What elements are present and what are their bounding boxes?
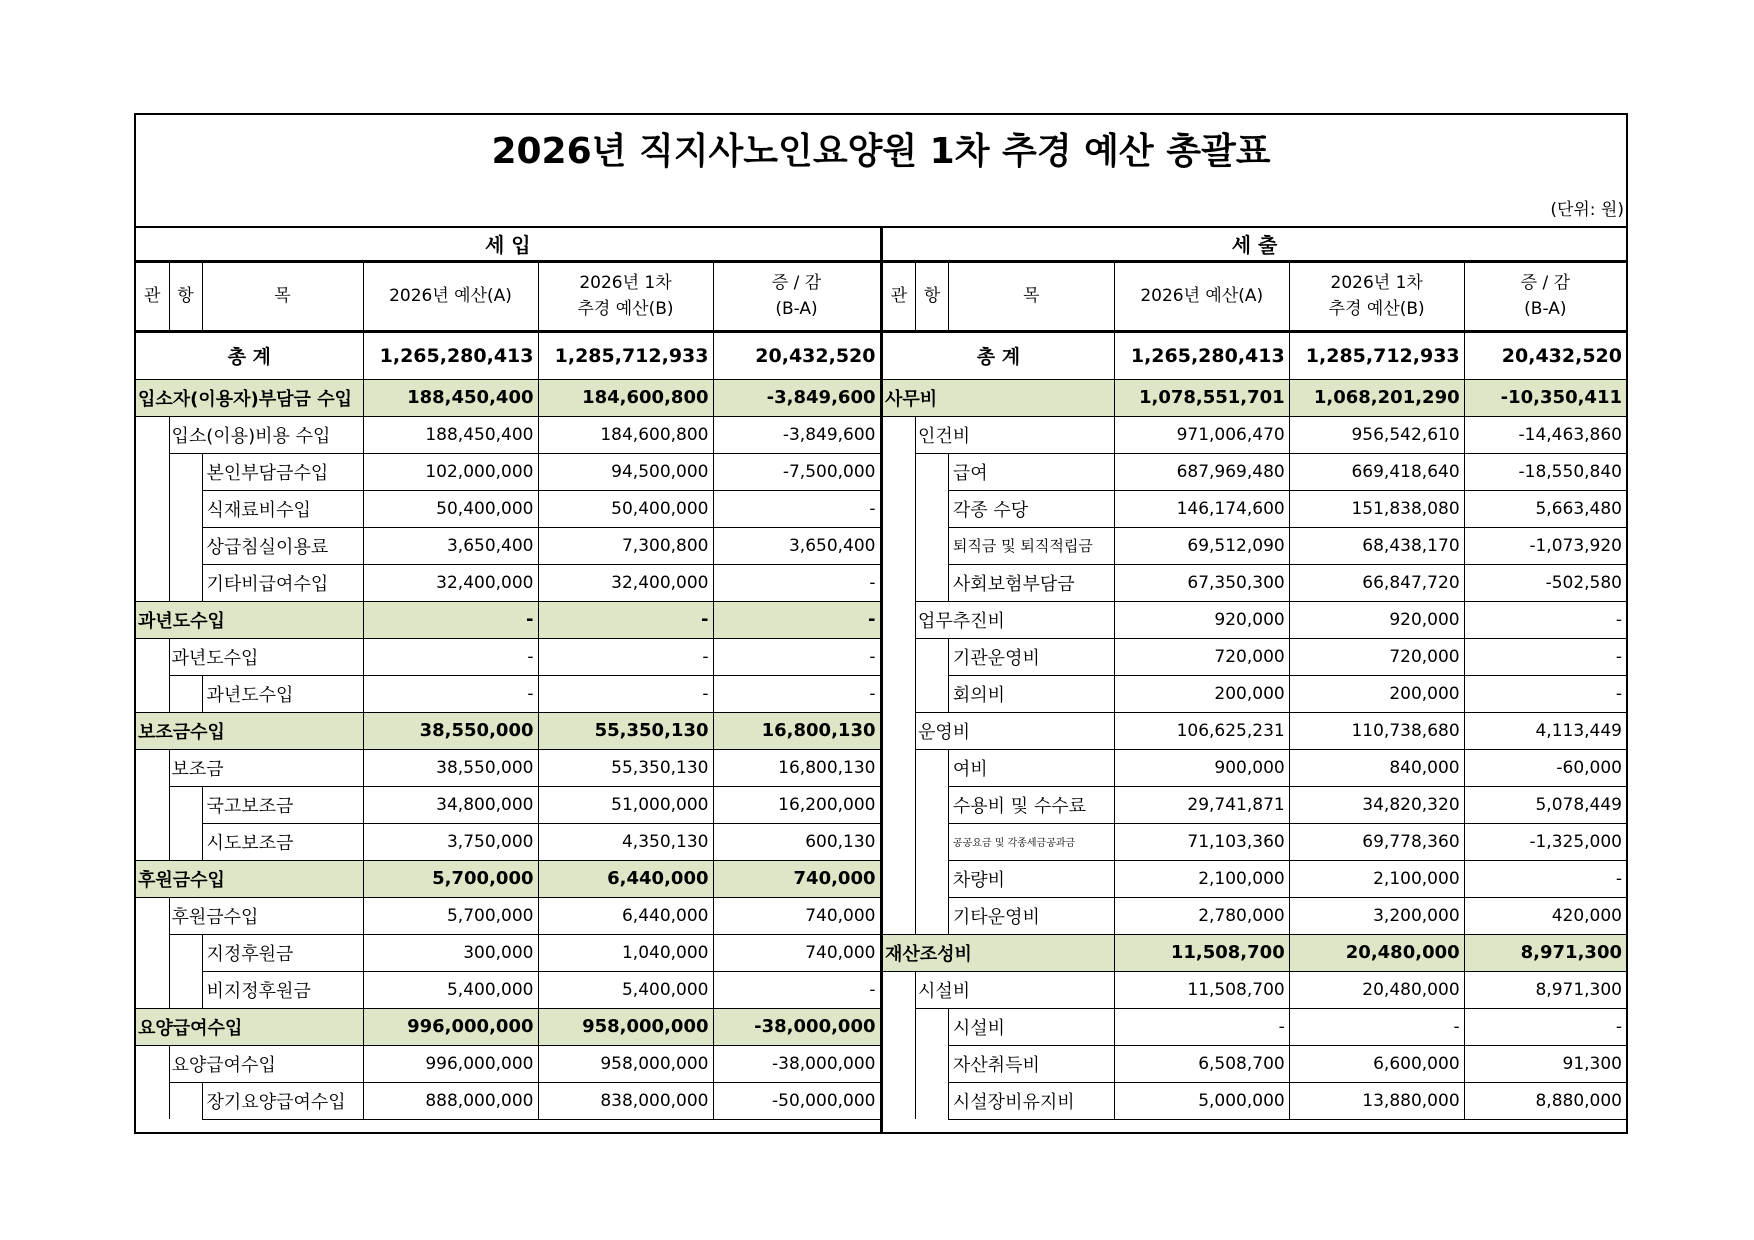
income-subcategory-row	[136, 897, 880, 934]
income-value-a: 5,700,000	[363, 860, 538, 897]
income-item-row	[136, 564, 880, 601]
expense-value-diff: -	[1464, 1008, 1626, 1045]
income-value-b: 94,500,000	[538, 453, 713, 490]
income-subcategory-row	[136, 416, 880, 453]
expense-indent-cell	[883, 971, 916, 1008]
expense-indent-cell	[883, 601, 916, 638]
income-indent-cell	[169, 971, 202, 1008]
expense-item-label: 기타운영비	[948, 897, 1114, 934]
expense-value-b: 110,738,680	[1289, 712, 1464, 749]
income-value-a: 5,400,000	[363, 971, 538, 1008]
income-value-a: -	[363, 601, 538, 638]
expense-indent-cell	[883, 638, 916, 675]
header-diff-line2: (B-A)	[775, 299, 818, 319]
expense-value-diff: 8,880,000	[1464, 1082, 1626, 1119]
header-budget-b	[1289, 261, 1464, 331]
income-value-diff: -	[713, 490, 880, 527]
income-value-diff: -	[713, 564, 880, 601]
income-indent-cell	[136, 564, 169, 601]
income-category-row	[136, 601, 880, 638]
income-value-diff: -38,000,000	[713, 1045, 880, 1082]
expense-indent-cell	[915, 749, 948, 786]
income-indent-cell	[136, 638, 169, 675]
income-indent-cell	[169, 490, 202, 527]
income-item-label: 과년도수입	[202, 675, 363, 712]
header-hang: 항	[169, 261, 202, 331]
income-value-b: 7,300,800	[538, 527, 713, 564]
income-value-a: 38,550,000	[363, 749, 538, 786]
expense-value-a: 6,508,700	[1114, 1045, 1289, 1082]
income-indent-cell	[136, 934, 169, 971]
expense-indent-cell	[883, 675, 916, 712]
header-diff-line1: 증 / 감	[1520, 273, 1571, 293]
income-value-a: 3,750,000	[363, 823, 538, 860]
expense-item-label: 공공요금 및 각종세금공과금	[948, 823, 1114, 860]
expense-item-row	[883, 490, 1627, 527]
expense-value-a: 11,508,700	[1114, 971, 1289, 1008]
expense-item-row	[883, 897, 1627, 934]
expense-subcategory-row	[883, 601, 1627, 638]
expense-indent-cell	[915, 1008, 948, 1045]
income-category-label: 과년도수입	[136, 601, 363, 638]
expense-item-row	[883, 823, 1627, 860]
expense-value-a: 200,000	[1114, 675, 1289, 712]
expense-category-label: 재산조성비	[883, 934, 1115, 971]
expense-value-a: 67,350,300	[1114, 564, 1289, 601]
income-value-b: 838,000,000	[538, 1082, 713, 1119]
expense-subcategory-label: 인건비	[915, 416, 1114, 453]
income-category-label: 요양급여수입	[136, 1008, 363, 1045]
header-budget-b-line2: 추경 예산(B)	[1328, 299, 1425, 319]
expense-total-row	[883, 331, 1627, 379]
expense-value-diff: -	[1464, 675, 1626, 712]
expense-item-row	[883, 1008, 1627, 1045]
income-total-a: 1,265,280,413	[363, 331, 538, 379]
expense-item-label: 급여	[948, 453, 1114, 490]
income-category-row	[136, 712, 880, 749]
expense-value-a: 2,100,000	[1114, 860, 1289, 897]
income-subcategory-label: 요양급여수입	[169, 1045, 363, 1082]
income-item-row	[136, 453, 880, 490]
expense-item-label: 회의비	[948, 675, 1114, 712]
expense-indent-cell	[915, 823, 948, 860]
expense-value-b: 20,480,000	[1289, 971, 1464, 1008]
income-item-label: 식재료비수입	[202, 490, 363, 527]
income-total-label: 총 계	[136, 331, 363, 379]
income-value-b: 1,040,000	[538, 934, 713, 971]
income-value-b: 958,000,000	[538, 1008, 713, 1045]
expense-subcategory-row	[883, 416, 1627, 453]
income-item-label: 비지정후원금	[202, 971, 363, 1008]
expense-item-row	[883, 1045, 1627, 1082]
income-indent-cell	[136, 971, 169, 1008]
expense-indent-cell	[915, 527, 948, 564]
expense-value-b: 200,000	[1289, 675, 1464, 712]
income-value-a: 5,700,000	[363, 897, 538, 934]
header-budget-b	[538, 261, 713, 331]
expense-indent-cell	[883, 527, 916, 564]
income-value-a: 996,000,000	[363, 1008, 538, 1045]
header-budget-b-line1: 2026년 1차	[1330, 273, 1423, 293]
expense-indent-cell	[883, 1045, 916, 1082]
income-value-diff: -	[713, 638, 880, 675]
income-indent-cell	[169, 564, 202, 601]
income-value-b: 50,400,000	[538, 490, 713, 527]
expense-value-diff: -	[1464, 860, 1626, 897]
expense-indent-cell	[915, 675, 948, 712]
expense-indent-cell	[915, 490, 948, 527]
expense-value-a: 900,000	[1114, 749, 1289, 786]
header-gwan: 관	[883, 261, 916, 331]
expense-value-diff: 420,000	[1464, 897, 1626, 934]
expense-value-b: 69,778,360	[1289, 823, 1464, 860]
income-indent-cell	[169, 453, 202, 490]
expense-item-label: 기관운영비	[948, 638, 1114, 675]
expense-value-b: 3,200,000	[1289, 897, 1464, 934]
income-value-a: 38,550,000	[363, 712, 538, 749]
income-value-a: 300,000	[363, 934, 538, 971]
income-value-diff: 16,200,000	[713, 786, 880, 823]
income-category-row	[136, 860, 880, 897]
expense-value-diff: -1,325,000	[1464, 823, 1626, 860]
expense-value-a: -	[1114, 1008, 1289, 1045]
expense-indent-cell	[883, 453, 916, 490]
expense-value-a: 920,000	[1114, 601, 1289, 638]
income-value-b: 958,000,000	[538, 1045, 713, 1082]
income-value-b: 55,350,130	[538, 749, 713, 786]
income-item-row	[136, 527, 880, 564]
expense-item-row	[883, 564, 1627, 601]
expense-total-label: 총 계	[883, 331, 1115, 379]
expense-subcategory-label: 업무추진비	[915, 601, 1114, 638]
income-item-label: 지정후원금	[202, 934, 363, 971]
expense-item-row	[883, 860, 1627, 897]
income-value-a: -	[363, 675, 538, 712]
income-total-row	[136, 331, 880, 379]
expense-item-label: 차량비	[948, 860, 1114, 897]
income-value-b: -	[538, 638, 713, 675]
expense-indent-cell	[883, 490, 916, 527]
expense-value-a: 687,969,480	[1114, 453, 1289, 490]
expense-value-diff: -	[1464, 638, 1626, 675]
expense-indent-cell	[883, 897, 916, 934]
income-value-diff: 740,000	[713, 897, 880, 934]
income-value-b: -	[538, 675, 713, 712]
income-item-label: 본인부담금수입	[202, 453, 363, 490]
expense-value-b: 13,880,000	[1289, 1082, 1464, 1119]
expense-item-row	[883, 1082, 1627, 1119]
expense-total-b: 1,285,712,933	[1289, 331, 1464, 379]
income-item-label: 상급침실이용료	[202, 527, 363, 564]
income-value-b: 6,440,000	[538, 897, 713, 934]
income-value-a: 3,650,400	[363, 527, 538, 564]
income-category-label: 후원금수입	[136, 860, 363, 897]
header-diff-line2: (B-A)	[1524, 299, 1567, 319]
expense-indent-cell	[883, 564, 916, 601]
income-table	[136, 227, 881, 1120]
income-indent-cell	[169, 1082, 202, 1119]
expense-value-b: 920,000	[1289, 601, 1464, 638]
income-section-title: 세 입	[136, 227, 880, 261]
income-value-diff: -	[713, 601, 880, 638]
income-value-a: 188,450,400	[363, 379, 538, 416]
income-item-label: 기타비급여수입	[202, 564, 363, 601]
expense-value-diff: -10,350,411	[1464, 379, 1626, 416]
income-value-a: 188,450,400	[363, 416, 538, 453]
header-diff	[713, 261, 880, 331]
income-value-diff: -	[713, 971, 880, 1008]
expense-value-b: 6,600,000	[1289, 1045, 1464, 1082]
header-mok: 목	[202, 261, 363, 331]
income-indent-cell	[136, 1082, 169, 1119]
expense-category-label: 사무비	[883, 379, 1115, 416]
income-value-diff: 16,800,130	[713, 749, 880, 786]
expense-value-a: 971,006,470	[1114, 416, 1289, 453]
income-item-row	[136, 971, 880, 1008]
income-subcategory-label: 후원금수입	[169, 897, 363, 934]
expense-value-a: 11,508,700	[1114, 934, 1289, 971]
expense-item-row	[883, 453, 1627, 490]
header-budget-a: 2026년 예산(A)	[1114, 261, 1289, 331]
income-value-diff: 3,650,400	[713, 527, 880, 564]
expense-item-label: 여비	[948, 749, 1114, 786]
expense-value-b: 1,068,201,290	[1289, 379, 1464, 416]
expense-value-diff: -60,000	[1464, 749, 1626, 786]
expense-item-row	[883, 527, 1627, 564]
expense-value-diff: 8,971,300	[1464, 971, 1626, 1008]
income-subcategory-label: 보조금	[169, 749, 363, 786]
expense-indent-cell	[883, 1008, 916, 1045]
income-value-b: 4,350,130	[538, 823, 713, 860]
income-indent-cell	[136, 416, 169, 453]
income-indent-cell	[136, 897, 169, 934]
income-value-b: -	[538, 601, 713, 638]
expense-value-b: 151,838,080	[1289, 490, 1464, 527]
income-indent-cell	[136, 675, 169, 712]
income-value-a: 996,000,000	[363, 1045, 538, 1082]
expense-subcategory-label: 시설비	[915, 971, 1114, 1008]
expense-value-diff: -1,073,920	[1464, 527, 1626, 564]
header-budget-a: 2026년 예산(A)	[363, 261, 538, 331]
expense-value-a: 2,780,000	[1114, 897, 1289, 934]
expense-indent-cell	[915, 897, 948, 934]
expense-indent-cell	[883, 712, 916, 749]
income-value-diff: 600,130	[713, 823, 880, 860]
expense-item-row	[883, 675, 1627, 712]
expense-indent-cell	[883, 749, 916, 786]
income-value-diff: 740,000	[713, 860, 880, 897]
income-indent-cell	[136, 749, 169, 786]
income-value-a: 32,400,000	[363, 564, 538, 601]
expense-indent-cell	[883, 786, 916, 823]
expense-item-row	[883, 749, 1627, 786]
expense-value-diff: 5,078,449	[1464, 786, 1626, 823]
expense-subcategory-row	[883, 971, 1627, 1008]
expense-indent-cell	[883, 416, 916, 453]
income-subcategory-row	[136, 1045, 880, 1082]
income-value-diff: -	[713, 675, 880, 712]
header-budget-b-line1: 2026년 1차	[579, 273, 672, 293]
income-subcategory-label: 과년도수입	[169, 638, 363, 675]
budget-summary-sheet	[134, 113, 1628, 1134]
expense-total-d: 20,432,520	[1464, 331, 1626, 379]
income-value-b: 5,400,000	[538, 971, 713, 1008]
header-diff	[1464, 261, 1626, 331]
expense-value-b: 34,820,320	[1289, 786, 1464, 823]
income-indent-cell	[169, 675, 202, 712]
expense-value-diff: -18,550,840	[1464, 453, 1626, 490]
income-item-label: 장기요양급여수입	[202, 1082, 363, 1119]
income-indent-cell	[169, 527, 202, 564]
income-value-diff: -38,000,000	[713, 1008, 880, 1045]
expense-item-row	[883, 638, 1627, 675]
income-indent-cell	[136, 453, 169, 490]
income-indent-cell	[136, 823, 169, 860]
income-item-row	[136, 934, 880, 971]
income-category-row	[136, 379, 880, 416]
income-indent-cell	[136, 527, 169, 564]
income-subcategory-label: 입소(이용)비용 수입	[169, 416, 363, 453]
expense-value-b: 956,542,610	[1289, 416, 1464, 453]
income-item-row	[136, 490, 880, 527]
expense-item-row	[883, 786, 1627, 823]
header-diff-line1: 증 / 감	[771, 273, 822, 293]
income-total-d: 20,432,520	[713, 331, 880, 379]
expense-value-b: 669,418,640	[1289, 453, 1464, 490]
expense-indent-cell	[915, 1082, 948, 1119]
expense-item-label: 퇴직금 및 퇴직적립금	[948, 527, 1114, 564]
expense-item-label: 사회보험부담금	[948, 564, 1114, 601]
income-indent-cell	[169, 823, 202, 860]
expense-item-label: 자산취득비	[948, 1045, 1114, 1082]
income-item-label: 시도보조금	[202, 823, 363, 860]
expense-indent-cell	[915, 638, 948, 675]
income-value-diff: -7,500,000	[713, 453, 880, 490]
income-value-b: 6,440,000	[538, 860, 713, 897]
expense-value-diff: -	[1464, 601, 1626, 638]
expense-section-title: 세 출	[883, 227, 1627, 261]
expense-value-a: 29,741,871	[1114, 786, 1289, 823]
income-indent-cell	[169, 934, 202, 971]
expense-indent-cell	[915, 1045, 948, 1082]
header-gwan: 관	[136, 261, 169, 331]
page-title: 2026년 직지사노인요양원 1차 추경 예산 총괄표	[491, 131, 1271, 172]
expense-value-a: 106,625,231	[1114, 712, 1289, 749]
income-item-row	[136, 786, 880, 823]
expense-item-label: 시설장비유지비	[948, 1082, 1114, 1119]
header-hang: 항	[915, 261, 948, 331]
expense-value-b: 20,480,000	[1289, 934, 1464, 971]
expense-value-a: 720,000	[1114, 638, 1289, 675]
income-value-a: 888,000,000	[363, 1082, 538, 1119]
expense-value-b: -	[1289, 1008, 1464, 1045]
income-value-diff: 740,000	[713, 934, 880, 971]
income-indent-cell	[169, 786, 202, 823]
expense-indent-cell	[915, 860, 948, 897]
expense-value-diff: -502,580	[1464, 564, 1626, 601]
expense-value-diff: 91,300	[1464, 1045, 1626, 1082]
expense-value-a: 146,174,600	[1114, 490, 1289, 527]
expense-subcategory-row	[883, 712, 1627, 749]
income-category-row	[136, 1008, 880, 1045]
income-value-a: 102,000,000	[363, 453, 538, 490]
income-subcategory-row	[136, 638, 880, 675]
income-value-b: 184,600,800	[538, 416, 713, 453]
expense-value-diff: 5,663,480	[1464, 490, 1626, 527]
income-category-label: 보조금수입	[136, 712, 363, 749]
expense-subcategory-label: 운영비	[915, 712, 1114, 749]
expense-value-a: 71,103,360	[1114, 823, 1289, 860]
income-value-b: 32,400,000	[538, 564, 713, 601]
income-item-row	[136, 675, 880, 712]
income-value-diff: -50,000,000	[713, 1082, 880, 1119]
income-value-diff: -3,849,600	[713, 379, 880, 416]
income-item-label: 국고보조금	[202, 786, 363, 823]
income-value-b: 184,600,800	[538, 379, 713, 416]
expense-category-row	[883, 379, 1627, 416]
expense-value-b: 720,000	[1289, 638, 1464, 675]
expense-value-b: 66,847,720	[1289, 564, 1464, 601]
expense-indent-cell	[915, 453, 948, 490]
income-value-a: 50,400,000	[363, 490, 538, 527]
income-total-b: 1,285,712,933	[538, 331, 713, 379]
expense-indent-cell	[883, 823, 916, 860]
income-value-diff: 16,800,130	[713, 712, 880, 749]
expense-indent-cell	[915, 786, 948, 823]
expense-value-diff: 8,971,300	[1464, 934, 1626, 971]
expense-value-a: 69,512,090	[1114, 527, 1289, 564]
expense-value-b: 840,000	[1289, 749, 1464, 786]
expense-item-label: 각종 수당	[948, 490, 1114, 527]
expense-item-label: 시설비	[948, 1008, 1114, 1045]
expense-value-a: 1,078,551,701	[1114, 379, 1289, 416]
header-budget-b-line2: 추경 예산(B)	[577, 299, 674, 319]
expense-indent-cell	[883, 860, 916, 897]
expense-indent-cell	[915, 564, 948, 601]
income-value-a: -	[363, 638, 538, 675]
expense-category-row	[883, 934, 1627, 971]
expense-total-a: 1,265,280,413	[1114, 331, 1289, 379]
expense-item-label: 수용비 및 수수료	[948, 786, 1114, 823]
expense-indent-cell	[883, 1082, 916, 1119]
header-mok: 목	[948, 261, 1114, 331]
income-value-diff: -3,849,600	[713, 416, 880, 453]
expense-value-diff: 4,113,449	[1464, 712, 1626, 749]
unit-label: (단위: 원)	[1550, 200, 1624, 220]
income-value-b: 51,000,000	[538, 786, 713, 823]
expense-value-a: 5,000,000	[1114, 1082, 1289, 1119]
income-item-row	[136, 1082, 880, 1119]
income-indent-cell	[136, 1045, 169, 1082]
income-subcategory-row	[136, 749, 880, 786]
income-indent-cell	[136, 490, 169, 527]
expense-value-b: 68,438,170	[1289, 527, 1464, 564]
expense-value-diff: -14,463,860	[1464, 416, 1626, 453]
income-value-b: 55,350,130	[538, 712, 713, 749]
income-item-row	[136, 823, 880, 860]
expense-table	[882, 227, 1626, 1120]
income-indent-cell	[136, 786, 169, 823]
income-category-label: 입소자(이용자)부담금 수입	[136, 379, 363, 416]
income-value-a: 34,800,000	[363, 786, 538, 823]
expense-value-b: 2,100,000	[1289, 860, 1464, 897]
